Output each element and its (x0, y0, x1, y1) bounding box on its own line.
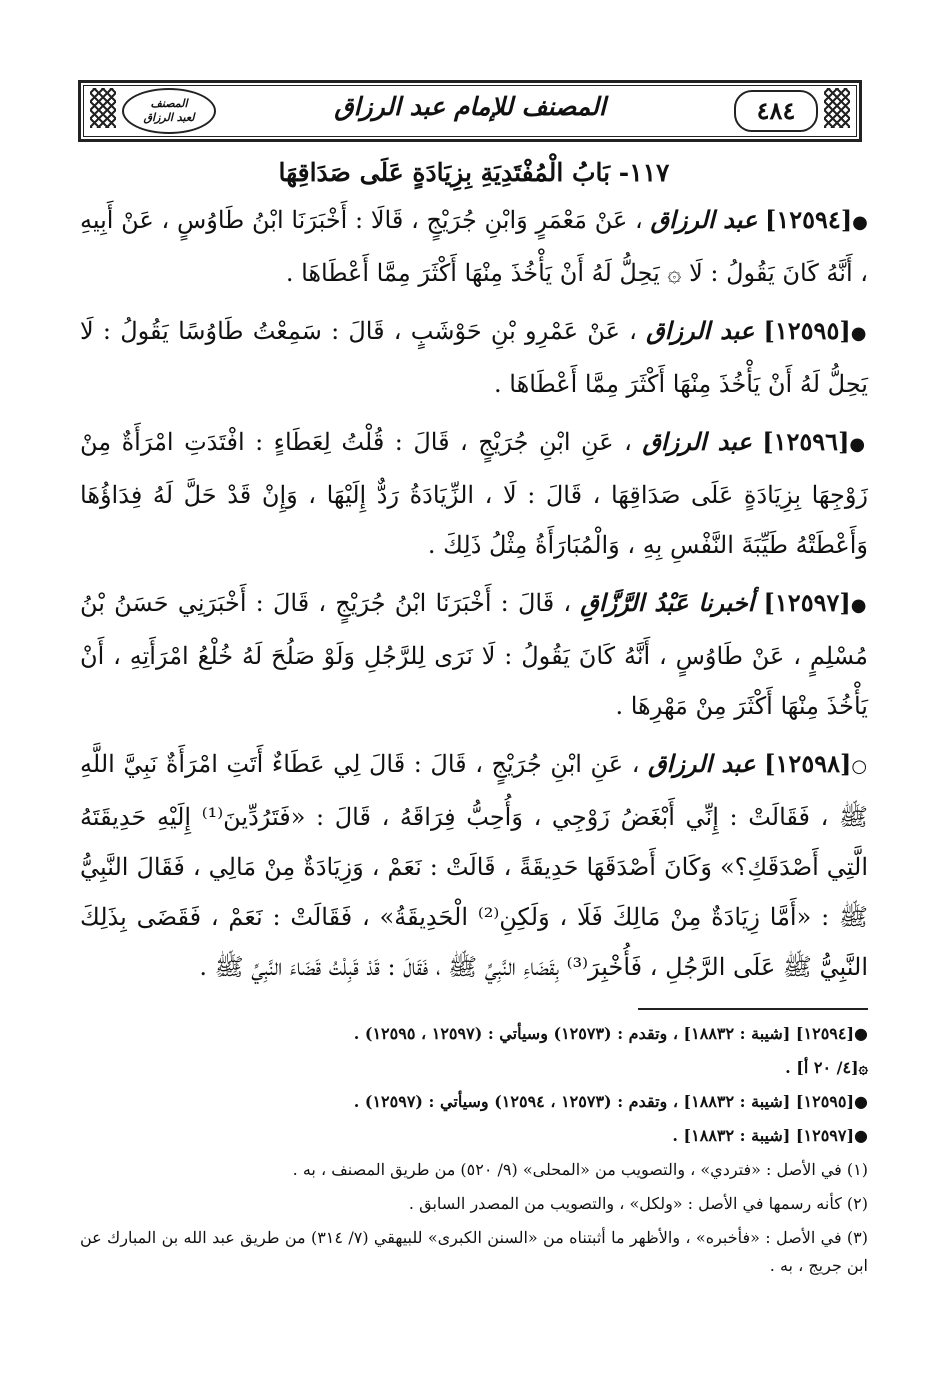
bullet-icon: ● (849, 434, 868, 455)
running-title: المصنف للإمام عبد الرزاق (334, 92, 606, 121)
hadith-text: ، قَالَ : أَخْبَرَنَا ابْنُ جُرَيْجٍ ، قَالَ : أَخْبَرَنِي حَسَنُ بْنُ مُسْلِمٍ ، عَنْ طَاوُسٍ ، أَنَّهُ كَانَ يَقُولُ : لَا نَرَى لِلرَّجُلِ وَلَوْ صَلُحَ لَهُ خُلْعُ امْرَأَتِهِ ، أَنْ يَأْخُذَ مِنْهَا أَكْثَرَ مِنْ مَهْرِهَا . (80, 589, 868, 720)
hadith-paragraph (80, 195, 868, 298)
hadith-text: ، عَنْ عَمْرِو بْنِ حَوْشَبٍ ، قَالَ : سَمِعْتُ طَاوُسًا يَقُولُ : لَا يَحِلُّ لَهُ أَنْ يَأْخُذَ مِنْهَا أَكْثَرَ مِمَّا أَعْطَاهَا . (80, 317, 868, 398)
hadith-paragraph (80, 306, 868, 409)
emblem-bottom-text: لعبد الرزاق (143, 111, 195, 124)
narrator-name: عبد الرزاق (650, 205, 758, 234)
hadith-paragraph (80, 739, 868, 992)
hadith-number: [١٢٥٩٧] (763, 588, 851, 617)
bullet-icon: ● (850, 323, 868, 344)
source-note: ●[١٢٥٩٤] [شيبة : ١٨٨٣٢] ، وتقدم : (١٢٥٧٣) وسيأتي : (١٢٥٩٧ ، ١٢٥٩٥) . (353, 1023, 868, 1043)
footnote: (١) في الأصل : «فتردي» ، والتصويب من «المحلى» (٩/ ٥٢٠) من طريق المصنف ، به . (292, 1159, 868, 1179)
source-note: ۞[٤/ ٢٠ أ] . (785, 1057, 868, 1077)
footnote-separator (638, 1008, 868, 1010)
hadith-number: [١٢٥٩٤] (765, 205, 853, 234)
hadith-text: ، عَنْ مَعْمَرٍ وَابْنِ جُرَيْجٍ ، قَالَا : أَخْبَرَنَا ابْنُ طَاوُسٍ ، عَنْ أَبِيهِ ، أَنَّهُ كَانَ يَقُولُ : لَا ۞ يَحِلُّ لَهُ أَنْ يَأْخُذَ مِنْهَا أَكْثَرَ مِمَّا أَعْطَاهَا . (80, 206, 868, 287)
footnote: (٣) في الأصل : «فأخبره» ، والأظهر ما أثبتناه من «السنن الكبرى» للبيهقي (٧/ ٣١٤) من طريق عبد الله بن المبارك عن ابن جريج ، به . (80, 1227, 869, 1275)
narrator-name: أخبرنا عَبْدُ الرَّزَّاقِ (580, 588, 755, 617)
hadith-text: ، عَنِ ابْنِ جُرَيْجٍ ، قَالَ : قُلْتُ لِعَطَاءٍ : افْتَدَتِ امْرَأَةٌ مِنْ زَوْجِهَا بِزِيَادَةٍ عَلَى صَدَاقِهَا ، قَالَ : لَا ، الزِّيَادَةُ رَدٌّ إِلَيْهَا ، وَإِنْ قَدْ حَلَّ لَهُ فِدَاؤُهَا وَأَعْطَتْهُ طَيِّبَةَ النَّفْسِ بِهِ ، وَالْمُبَارَأَةُ مِثْلُ ذَلِكَ . (80, 428, 868, 559)
hadith-number: [١٢٥٩٥] (763, 316, 851, 345)
hadith-number: [١٢٥٩٨] (764, 749, 852, 778)
book-emblem (122, 88, 216, 134)
bullet-icon: ○ (851, 756, 868, 777)
bullet-icon: ● (852, 212, 868, 233)
source-note: ●[١٢٥٩٧] [شيبة : ١٨٨٣٢] . (672, 1125, 868, 1145)
hadith-paragraph (80, 578, 868, 731)
emblem-top-text: المصنف (150, 97, 188, 110)
footnote: (٢) كأنه رسمها في الأصل : «ولكل» ، والتصويب من المصدر السابق . (408, 1193, 868, 1213)
page-number: ٤٨٤ (734, 90, 818, 132)
hadith-text: ، عَنِ ابْنِ جُرَيْجٍ ، قَالَ : قَالَ لِي عَطَاءٌ أَتَتِ امْرَأَةٌ نَبِيَّ اللَّهِ ﷺ ، فَقَالَتْ : إِنِّي أَبْغَضُ زَوْجِي ، وَأُحِبُّ فِرَاقَهُ ، قَالَ : «فَتَرُدِّينَ⁽¹⁾ إِلَيْهِ حَدِيقَتَهُ الَّتِي أَصْدَقَكِ؟» وَكَانَ أَصْدَقَهَا حَدِيقَةً ، قَالَتْ : نَعَمْ ، وَزِيَادَةٌ مِنْ مَالِي ، فَقَالَ النَّبِيُّ ﷺ : «أَمَّا زِيَادَةٌ مِنْ مَالِكَ فَلَا ، وَلَكِنِ⁽²⁾ الْحَدِيقَةُ» ، فَقَالَتْ : نَعَمْ ، فَقَضَى بِذَلِكَ النَّبِيُّ ﷺ عَلَى الرَّجُلِ ، فَأُخْبِرَ⁽³⁾ بِقَضَاءِ النَّبِيِّ ﷺ ، فَقَالَ : قَدْ قَبِلْتُ قَضَاءَ النَّبِيِّ ﷺ . (80, 750, 868, 981)
chapter-title: ١١٧- بَابُ الْمُفْتَدِيَةِ بِزِيَادَةٍ عَلَى صَدَاقِهَا (278, 158, 670, 187)
hadith-number: [١٢٥٩٦] (762, 427, 850, 456)
page-header (78, 80, 862, 142)
source-note: ●[١٢٥٩٥] [شيبة : ١٨٨٣٢] ، وتقدم : (١٢٥٧٣ ، ١٢٥٩٤) وسيأتي : (١٢٥٩٧) . (353, 1091, 868, 1111)
narrator-name: عبد الرزاق (648, 749, 756, 778)
narrator-name: عبد الرزاق (642, 427, 752, 456)
ornament-left-icon (90, 88, 116, 128)
hadith-paragraph (80, 417, 868, 570)
bullet-icon: ● (850, 595, 868, 616)
ornament-right-icon (824, 88, 850, 128)
page-content (80, 150, 868, 1286)
narrator-name: عبد الرزاق (646, 316, 755, 345)
